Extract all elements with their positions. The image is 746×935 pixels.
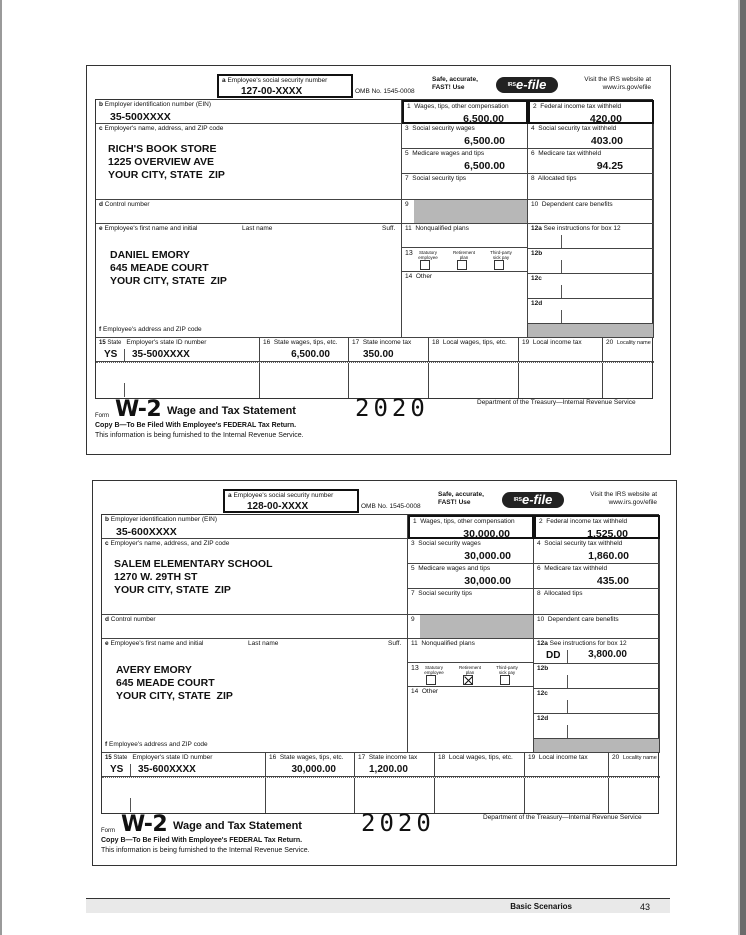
- w2-title: W-2: [115, 397, 162, 422]
- box7: 7 Social security tips: [408, 589, 534, 615]
- copy-b: Copy B—To Be Filed With Employee's FEDERAL Tax Return.: [95, 422, 297, 429]
- box8: 8 Allocated tips: [534, 589, 660, 615]
- ssn-value: 128-00-XXXX: [247, 501, 309, 512]
- box7: 7 Social security tips: [402, 174, 528, 200]
- box9: 9: [402, 200, 528, 224]
- box1: 1 Wages, tips, other compensation 6,500.00: [402, 100, 528, 124]
- box10: 10 Dependent care benefits: [528, 200, 654, 224]
- box12-shaded: [528, 324, 654, 338]
- form-title: Wage and Tax Statement: [173, 820, 302, 832]
- box1: 1 Wages, tips, other compensation 30,000.00: [408, 515, 534, 539]
- thirdparty-checkbox[interactable]: [494, 260, 504, 270]
- tax-year: 2020: [355, 394, 429, 422]
- box17: 17 State income tax 350.00: [349, 338, 429, 362]
- box12d: 12d: [528, 299, 654, 324]
- section-title: Basic Scenarios: [510, 902, 572, 911]
- viewer-scrollbar[interactable]: [740, 0, 746, 935]
- box11: 11 Nonqualified plans: [408, 639, 534, 663]
- employee-box: e Employee's first name and initial Last name Suff. DANIEL EMORY 645 MEADE COURT YOUR CITY, STATE ZIP f Employee's address and ZIP code: [96, 224, 402, 338]
- box15: 15 State Employer's state ID number YS 35-500XXXX: [96, 338, 260, 362]
- box12b: 12b: [534, 664, 660, 689]
- box19: 19 Local income tax: [519, 338, 603, 362]
- ein-box: b Employer identification number (EIN) 35-500XXXX: [96, 100, 402, 124]
- retirement-checkbox[interactable]: [457, 260, 467, 270]
- employer-address: RICH'S BOOK STORE 1225 OVERVIEW AVE YOUR CITY, STATE ZIP: [108, 143, 225, 181]
- box16: 16 State wages, tips, etc. 6,500.00: [260, 338, 349, 362]
- box6: 6 Medicare tax withheld 435.00: [534, 564, 660, 589]
- employer-box: c Employer's name, address, and ZIP code RICH'S BOOK STORE 1225 OVERVIEW AVE YOUR CITY, STATE ZIP: [96, 124, 402, 200]
- box12a: 12a See instructions for box 12 DD 3,800.00: [534, 639, 660, 664]
- control-box: d Control number: [96, 200, 402, 224]
- box5: 5 Medicare wages and tips 6,500.00: [402, 149, 528, 174]
- box20: 20 Locality name: [609, 753, 660, 777]
- safe-text: Safe, accurate, FAST! Use: [432, 76, 478, 91]
- ein-box: b Employer identification number (EIN) 35-600XXXX: [102, 515, 408, 539]
- box12a: 12a See instructions for box 12: [528, 224, 654, 249]
- employee-address: AVERY EMORY 645 MEADE COURT YOUR CITY, STATE ZIP: [116, 664, 233, 702]
- irs-efile-logo: $^{IRS}$e-file: [496, 77, 558, 93]
- box13: 13 Statutory employee Retirement plan Third-party sick pay: [402, 248, 528, 272]
- box3: 3 Social security wages 30,000.00: [408, 539, 534, 564]
- box10: 10 Dependent care benefits: [534, 615, 660, 639]
- page-left-edge: [0, 0, 2, 935]
- visit-irs-text: Visit the IRS website at www.irs.gov/efile: [590, 491, 657, 506]
- w2-title: W-2: [121, 812, 168, 837]
- copy-b: Copy B—To Be Filed With Employee's FEDERAL Tax Return.: [101, 837, 303, 844]
- ssn-value: 127-00-XXXX: [241, 86, 303, 97]
- box15: 15 State Employer's state ID number YS 35-600XXXX: [102, 753, 266, 777]
- ssn-box: a Employee's social security number 127-00-XXXX: [217, 74, 353, 98]
- page-number: 43: [639, 902, 650, 912]
- box12c: 12c: [534, 689, 660, 714]
- box13: 13 Statutory employee Retirement plan Third-party sick pay: [408, 663, 534, 687]
- safe-text: Safe, accurate, FAST! Use: [438, 491, 484, 506]
- box17: 17 State income tax 1,200.00: [355, 753, 435, 777]
- w2-grid: [101, 514, 659, 814]
- furnished-text: This information is being furnished to the Internal Revenue Service.: [95, 432, 304, 439]
- box18: 18 Local wages, tips, etc.: [435, 753, 525, 777]
- statutory-checkbox[interactable]: [420, 260, 430, 270]
- form-title: Wage and Tax Statement: [167, 405, 296, 417]
- box2: 2 Federal income tax withheld 420.00: [528, 100, 654, 124]
- visit-irs-text: Visit the IRS website at www.irs.gov/efile: [584, 76, 651, 91]
- retirement-checkbox[interactable]: [463, 675, 473, 685]
- tax-year: 2020: [361, 809, 435, 837]
- thirdparty-checkbox[interactable]: [500, 675, 510, 685]
- box12d: 12d: [534, 714, 660, 739]
- ein-value: 35-500XXXX: [110, 111, 171, 123]
- box20: 20 Locality name: [603, 338, 654, 362]
- box14: 14 Other: [402, 272, 528, 338]
- employer-box: c Employer's name, address, and ZIP code SALEM ELEMENTARY SCHOOL 1270 W. 29TH ST YOUR CITY, STATE ZIP: [102, 539, 408, 615]
- ssn-box: a Employee's social security number 128-00-XXXX: [223, 489, 359, 513]
- box8: 8 Allocated tips: [528, 174, 654, 200]
- form-word: Form: [95, 413, 109, 419]
- box5: 5 Medicare wages and tips 30,000.00: [408, 564, 534, 589]
- employer-address: SALEM ELEMENTARY SCHOOL 1270 W. 29TH ST YOUR CITY, STATE ZIP: [114, 558, 273, 596]
- form-word: Form: [101, 828, 115, 834]
- box19: 19 Local income tax: [525, 753, 609, 777]
- page-footer: [86, 898, 670, 913]
- irs-efile-logo: $^{IRS}$e-file: [502, 492, 564, 508]
- w2-form-1: [86, 65, 671, 455]
- box12c: 12c: [528, 274, 654, 299]
- box4: 4 Social security tax withheld 403.00: [528, 124, 654, 149]
- box18: 18 Local wages, tips, etc.: [429, 338, 519, 362]
- box14: 14 Other: [408, 687, 534, 753]
- department: Department of the Treasury—Internal Revenue Service: [483, 814, 642, 821]
- control-box: d Control number: [102, 615, 408, 639]
- box9: 9: [408, 615, 534, 639]
- statutory-checkbox[interactable]: [426, 675, 436, 685]
- box2: 2 Federal income tax withheld 1,525.00: [534, 515, 660, 539]
- box3: 3 Social security wages 6,500.00: [402, 124, 528, 149]
- ein-value: 35-600XXXX: [116, 526, 177, 538]
- omb-number: OMB No. 1545-0008: [361, 503, 421, 510]
- furnished-text: This information is being furnished to the Internal Revenue Service.: [101, 847, 310, 854]
- box6: 6 Medicare tax withheld 94.25: [528, 149, 654, 174]
- department: Department of the Treasury—Internal Revenue Service: [477, 399, 636, 406]
- box4: 4 Social security tax withheld 1,860.00: [534, 539, 660, 564]
- employee-box: e Employee's first name and initial Last name Suff. AVERY EMORY 645 MEADE COURT YOUR CITY, STATE ZIP f Employee's address and ZIP code: [102, 639, 408, 753]
- box16: 16 State wages, tips, etc. 30,000.00: [266, 753, 355, 777]
- box12-shaded: [534, 739, 660, 753]
- box12b: 12b: [528, 249, 654, 274]
- w2-grid: [95, 99, 653, 399]
- employee-address: DANIEL EMORY 645 MEADE COURT YOUR CITY, STATE ZIP: [110, 249, 227, 287]
- box11: 11 Nonqualified plans: [402, 224, 528, 248]
- omb-number: OMB No. 1545-0008: [355, 88, 415, 95]
- w2-form-2: [92, 480, 677, 866]
